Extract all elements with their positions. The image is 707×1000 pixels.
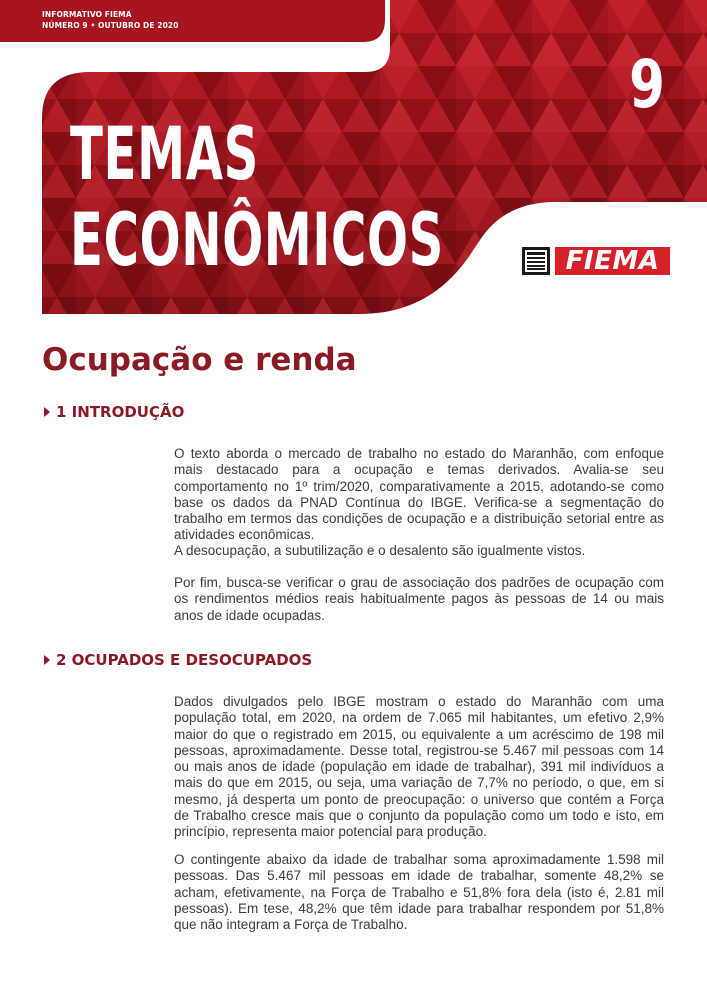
paragraph: O texto aborda o mercado de trabalho no estado do Maranhão, com enfoque mais destacado para a ocupação e temas derivados. Avalia-se seu comportamento no 1º trim/2020, comparativamente a 2015, adotando-se como base os dados da PNAD Contínua do IBGE. Verifica-se a segmentação do trabalho em termos das condições de ocupação e a distribuição setorial entre as atividades econômicas. — [174, 446, 664, 543]
caret-right-icon — [44, 655, 50, 665]
publication-name: INFORMATIVO FIEMA — [42, 10, 132, 19]
header-banner — [0, 0, 707, 318]
article-title: Ocupação e renda — [42, 342, 357, 378]
issue-info — [42, 9, 179, 31]
paragraph: Dados divulgados pelo IBGE mostram o estado do Maranhão com uma população total, em 2020, na ordem de 7.065 mil habitantes, um efetivo 2,9% maior do que o registrado em 2015, ou equivalente a um acréscimo de 198 mil pessoas, aproximadamente. Desse total, registrou-se 5.467 mil pessoas com 14 ou mais anos de idade (população em idade de trabalhar), 391 mil indivíduos a mais do que em 2015, ou seja, uma variação de 7,7% no período, o que, em si mesmo, já desperta um ponto de preocupação: o universo que contém a Força de Trabalho cresce mais que o conjunto da população como um todo e isto, em princípio, representa maior potencial para produção. — [174, 694, 664, 840]
title-line-2: ECONÔMICOS — [70, 198, 445, 283]
issue-line: NÚMERO 9 • OUTUBRO DE 2020 — [42, 21, 179, 30]
section-heading-text: 1 INTRODUÇÃO — [56, 403, 185, 421]
paragraph: A desocupação, a subutilização e o desalento são igualmente vistos. — [174, 543, 586, 558]
publication-title — [70, 112, 444, 284]
section-heading-ocupados — [44, 650, 312, 670]
issue-number: 9 — [629, 46, 665, 123]
fiema-logo-text: FIEMA — [555, 247, 670, 275]
title-line-1: TEMAS — [70, 112, 260, 197]
caret-right-icon — [44, 407, 50, 417]
fiema-logo — [522, 247, 670, 275]
section-heading-introducao — [44, 402, 184, 422]
paragraph: O contingente abaixo da idade de trabalhar soma aproximadamente 1.598 mil pessoas. Das 5.467 mil pessoas em idade de trabalhar, somente 48,2% se acham, efetivamente, na Força de Trabalho e 51,8% fora dela (isto é, 2.81 mil pessoas). Em tese, 48,2% que têm idade para trabalhar respondem por 51,8% que não integram a Força de Trabalho. — [174, 852, 664, 933]
section-heading-text: 2 OCUPADOS E DESOCUPADOS — [56, 651, 313, 669]
paragraph: Por fim, busca-se verificar o grau de associação dos padrões de ocupação com os rendimentos médios reais habitualmente pagos às pessoas de 14 ou mais anos de idade ocupadas. — [174, 575, 664, 623]
fiema-logo-mark-icon — [522, 247, 550, 275]
